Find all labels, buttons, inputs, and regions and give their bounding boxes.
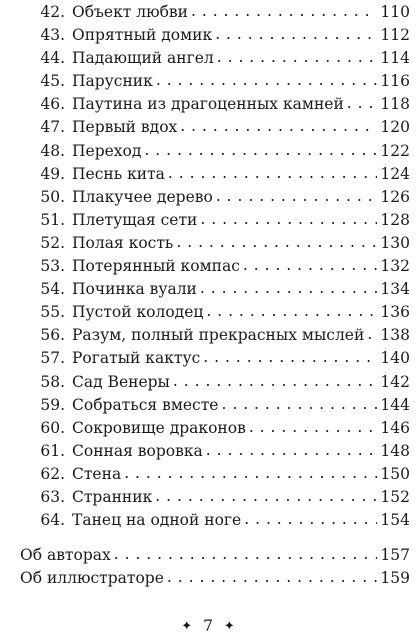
dot-leader: [243, 254, 378, 277]
toc-entry: [20, 417, 410, 440]
entry-number: 62.: [40, 464, 65, 483]
dot-leader: [191, 0, 377, 23]
toc-entry: [20, 93, 410, 116]
entry-number: 55.: [40, 303, 65, 322]
entry-title: Странник: [72, 487, 153, 506]
dot-leader: [221, 393, 377, 416]
toc-entry: [20, 486, 410, 509]
entry-title: Сокровище драконов: [72, 418, 246, 437]
toc-entry: [20, 371, 410, 394]
entry-number: 49.: [40, 164, 65, 183]
entry-number: 46.: [40, 95, 65, 114]
entry-page: 114: [380, 49, 410, 68]
entry-title: Падающий ангел: [72, 49, 214, 68]
entry-number: 57.: [40, 349, 65, 368]
dot-leader: [114, 543, 378, 566]
entry-title: Песнь кита: [72, 164, 165, 183]
dot-leader: [249, 416, 378, 439]
entry-page: 122: [380, 141, 410, 160]
entry-page: 148: [380, 441, 410, 460]
entry-page: 112: [380, 26, 410, 45]
dot-leader: [155, 485, 377, 508]
entry-title: Починка вуали: [72, 280, 197, 299]
dot-leader: [173, 370, 378, 393]
entry-number: 47.: [40, 118, 65, 137]
entry-title: Полая кость: [72, 233, 174, 252]
entry-number: 44.: [40, 49, 65, 68]
entry-page: 142: [380, 372, 410, 391]
toc-entry: [20, 463, 410, 486]
toc-entry: [20, 116, 410, 139]
entry-number: 45.: [40, 72, 65, 91]
toc-entry: [20, 47, 410, 70]
page-number: 7: [203, 617, 213, 635]
entry-page: 157: [380, 546, 410, 565]
dot-leader: [217, 46, 378, 69]
toc-entry: [20, 24, 410, 47]
dot-leader: [215, 23, 377, 46]
toc-entry: [20, 509, 410, 532]
dot-leader: [168, 162, 378, 185]
entry-page: 118: [380, 95, 410, 114]
dot-leader: [367, 323, 377, 346]
entry-page: 116: [380, 72, 410, 91]
entry-page: 136: [380, 303, 410, 322]
entry-page: 132: [380, 257, 410, 276]
entry-number: 64.: [40, 511, 65, 530]
dot-leader: [144, 139, 377, 162]
entry-page: 120: [380, 118, 410, 137]
dot-leader: [206, 300, 377, 323]
entry-page: 124: [380, 164, 410, 183]
toc-entry: [20, 301, 410, 324]
entry-title: Об иллюстраторе: [20, 569, 164, 588]
entry-page: 144: [380, 395, 410, 414]
toc-entry: [20, 255, 410, 278]
dot-leader: [124, 462, 377, 485]
entry-page: 152: [380, 487, 410, 506]
entry-title: Сад Венеры: [72, 372, 170, 391]
entry-number: 42.: [40, 3, 65, 21]
dot-leader: [200, 277, 378, 300]
toc-entry: [20, 186, 410, 209]
entry-page: 110: [380, 3, 410, 21]
entry-number: 56.: [40, 326, 65, 345]
entry-number: 61.: [40, 441, 65, 460]
entry-number: 53.: [40, 257, 65, 276]
toc-entries: [20, 1, 410, 532]
entry-page: 159: [380, 569, 410, 588]
entry-title: Опрятный домик: [72, 26, 213, 45]
entry-title: Паутина из драгоценных камней: [72, 95, 344, 114]
toc-entry: [20, 163, 410, 186]
dot-leader: [216, 185, 378, 208]
entry-page: 146: [380, 418, 410, 437]
entry-number: 63.: [40, 487, 65, 506]
entry-page: 138: [380, 326, 410, 345]
entry-title: Объект любви: [72, 3, 188, 21]
entry-number: 60.: [40, 418, 65, 437]
entry-page: 128: [380, 210, 410, 229]
toc-entry: [20, 232, 410, 255]
entry-page: 150: [380, 464, 410, 483]
star-ornament-icon: ✦: [181, 619, 193, 634]
entry-number: 59.: [40, 395, 65, 414]
toc-entry: [20, 278, 410, 301]
toc-entry: [20, 347, 410, 370]
entry-title: Переход: [72, 141, 142, 160]
entry-title: Пустой колодец: [72, 303, 204, 322]
entry-number: 54.: [40, 280, 65, 299]
dot-leader: [176, 231, 377, 254]
dot-leader: [180, 115, 377, 138]
toc-entry: [20, 70, 410, 93]
star-ornament-icon: ✦: [223, 619, 235, 634]
toc-entry: [20, 209, 410, 232]
entry-page: 154: [380, 511, 410, 530]
entry-title: Собраться вместе: [72, 395, 219, 414]
entry-title: Плакучее дерево: [72, 187, 213, 206]
entry-title: Парусник: [72, 72, 153, 91]
entry-title: Потерянный компас: [72, 257, 240, 276]
entry-title: Рогатый кактус: [72, 349, 201, 368]
entry-title: Об авторах: [20, 546, 111, 565]
entry-number: 52.: [40, 233, 65, 252]
toc-extra-entry: [20, 567, 410, 590]
toc-extra-entry: [20, 544, 410, 567]
toc-entry: [20, 140, 410, 163]
entry-title: Стена: [72, 464, 122, 483]
entry-title: Сонная воровка: [72, 441, 203, 460]
toc-entry: [20, 440, 410, 463]
entry-page: 126: [380, 187, 410, 206]
toc-entry: [20, 1, 410, 24]
entry-title: Первый вдох: [72, 118, 178, 137]
toc-entry: [20, 324, 410, 347]
dot-leader: [156, 69, 378, 92]
entry-number: 50.: [40, 187, 65, 206]
dot-leader: [203, 346, 377, 369]
table-of-contents: [20, 1, 410, 590]
entry-title: Плетущая сети: [72, 210, 198, 229]
entry-number: 51.: [40, 210, 65, 229]
entry-title: Разум, полный прекрасных мыслей: [72, 326, 365, 345]
toc-extras: [20, 544, 410, 590]
dot-leader: [206, 439, 378, 462]
toc-entry: [20, 394, 410, 417]
entry-number: 43.: [40, 26, 65, 45]
entry-page: 134: [380, 280, 410, 299]
entry-page: 130: [380, 233, 410, 252]
dot-leader: [347, 92, 378, 115]
entry-page: 140: [380, 349, 410, 368]
dot-leader: [244, 508, 377, 531]
entry-number: 58.: [40, 372, 65, 391]
dot-leader: [200, 208, 377, 231]
page-footer: [0, 616, 416, 638]
dot-leader: [167, 566, 378, 589]
entry-number: 48.: [40, 141, 65, 160]
entry-title: Танец на одной ноге: [72, 511, 242, 530]
